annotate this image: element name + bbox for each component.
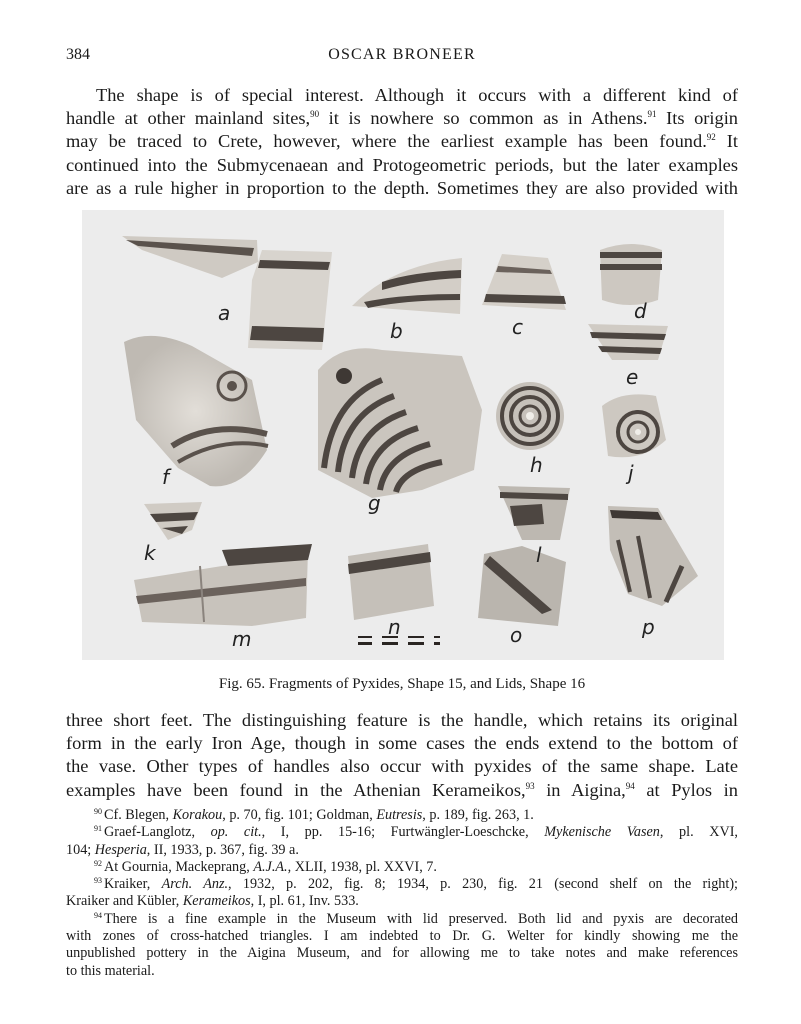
fragment-p [608,506,698,606]
label-c: c [512,315,523,339]
label-f: f [162,465,170,489]
page-number: 384 [66,46,90,63]
fragment-o [478,546,566,626]
footnote-91: $^{91}$ Graef-Langlotz, op. cit., I, pp. 15-16; Furtwängler-Loeschcke, Mykenische Vasen, pl. XVI, [94,824,738,841]
label-b: b [390,319,403,343]
footnote-ref[interactable]: 93 [525,780,535,791]
label-h: h [530,453,543,477]
footnotes [66,807,738,980]
figure-caption: Fig. 65. Fragments of Pyxides, Shape 15, and Lids, Shape 16 [218,676,586,692]
label-j: j [628,461,634,485]
pottery-fragments-image [82,210,724,660]
fragment-f [124,336,268,486]
figure-photograph [82,210,724,660]
fragment-g [318,348,482,498]
running-title: OSCAR BRONEER [328,46,476,63]
footnote-94: $^{94}$ There is a fine example in the Museum with lid preserved. Both lid and pyxis are decorated [94,910,738,927]
label-k: k [144,541,156,565]
footnote-ref[interactable]: 90 [310,109,320,120]
text-line: are as a rule higher in proportion to the depth. Sometimes they are also provided with [66,177,738,198]
footnote-93: $^{93}$ Kraiker, Arch. Anz., 1932, p. 202, fig. 8; 1934, p. 230, fig. 21 (second shelf on the right); [94,876,738,893]
fragment-l [498,486,570,540]
fragment-d [600,244,662,305]
footnote-ref[interactable]: 94 [625,780,635,791]
fragment-h [496,382,564,450]
fragment-b [352,258,462,314]
fragment-a [122,236,332,350]
label-l: l [536,543,542,567]
text-line: may be traced to Crete, however, where the earliest example has been found.$^{92}$ It [66,131,738,152]
text-line: three short feet. The distinguishing feature is the handle, which retains its original [66,710,738,730]
text-line: form in the early Iron Age, though in some cases the ends extend to the bottom of [66,733,738,754]
text-line: the vase. Other types of handles also occur with pyxides of the same shape. Late [66,756,738,777]
label-o: o [510,623,523,647]
label-n: n [388,615,401,639]
text-line: handle at other mainland sites,$^{90}$ it is nowhere so common as in Athens.$^{91}$ Its origin [66,108,738,129]
fragment-e [588,324,668,360]
label-d: d [634,299,647,323]
text-line: continued into the Submycenaean and Protogeometric periods, but the later examples [66,154,738,175]
label-g: g [368,491,381,515]
label-a: a [218,301,231,325]
paragraph-1 [66,84,738,200]
fragment-m [134,544,312,626]
fragment-c [482,254,566,310]
running-head [66,46,738,70]
footnote-91-cont: 104; Hesperia, II, 1933, p. 367, fig. 39 a. [66,841,299,858]
footnote-ref[interactable]: 92 [706,132,716,143]
footnote-94-line: to this material. [66,962,155,979]
footnote-90: $^{90}$ Cf. Blegen, Korakou, p. 70, fig. 101; Goldman, Eutresis, p. 189, fig. 263, 1. [94,807,534,823]
label-p: p [642,615,655,639]
footnote-93-cont: Kraiker and Kübler, Kerameikos, I, pl. 61, Inv. 533. [66,893,359,910]
footnote-94-line: with zones of cross-hatched triangles. I am indebted to Dr. G. Welter for kindly showing me the [66,928,738,945]
fragment-k [144,502,202,540]
footnote-94-line: unpublished pottery in the Aigina Museum, and for allowing me to take notes and make references [66,945,738,962]
label-m: m [232,627,252,651]
paragraph-2 [66,709,738,802]
text-line: The shape is of special interest. Although it occurs with a different kind of [96,85,738,105]
footnote-ref[interactable]: 91 [647,109,657,120]
fragment-n [348,544,434,620]
footnote-92: $^{92}$ At Gournia, Mackeprang, A.J.A., XLII, 1938, pl. XXVI, 7. [94,858,437,875]
text-line: examples have been found in the Athenian Kerameikos,$^{93}$ in Aigina,$^{94}$ at Pylos in [66,779,738,800]
label-e: e [626,365,639,389]
fragment-j [602,394,666,457]
